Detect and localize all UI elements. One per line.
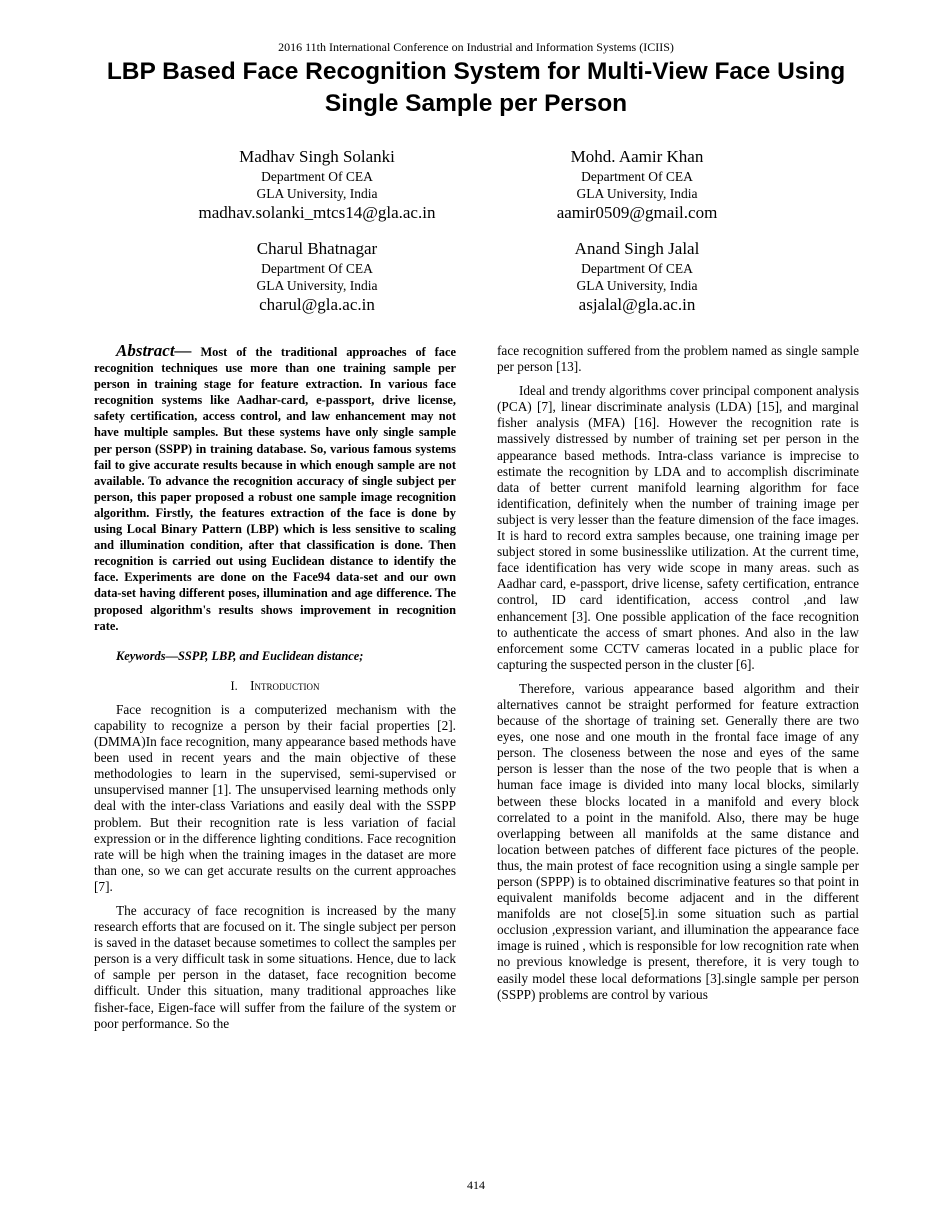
page-number: 414 <box>467 1178 485 1192</box>
author-affiliation: GLA University, India <box>576 278 698 293</box>
author-email: aamir0509@gmail.com <box>556 203 718 222</box>
section-title: Introduction <box>250 677 320 693</box>
author-block <box>157 146 477 224</box>
author-dept: Department Of CEA <box>261 261 373 276</box>
author-block <box>477 146 797 224</box>
conference-header: 2016 11th International Conference on Industrial and Information Systems (ICIIS) <box>278 40 674 54</box>
abstract <box>94 343 456 634</box>
author-name: Madhav Singh Solanki <box>239 147 395 166</box>
author-affiliation: GLA University, India <box>256 278 378 293</box>
paragraph: Ideal and trendy algorithms cover principal component analysis (PCA) [7], linear discriminate analysis (LDA) [15], and marginal fisher analysis (MFA) [16]. However the recognition rate is massively distressed by number of training set per person in the appearance based methods. Intra-class variance is imprecise to estimate the recognition by LDA and to accomplish discriminate data of better current manifold learning algorithm for face identification, definitely when the number of training image per subject is very lesser than the feature dimension of the face images. It is hard to record extra samples because, one training image per subject stored in some businesslike utilization. At the current time, face identification has very wide scope in many areas. such as Aadhar card, e-passport, drive license, safety certification, entrance control, ID card identification, access control ,and law enhancement [3]. One possible application of the face recognition to authenticate the access of smart phones. And also in the law enforcement some CCTV cameras located in a public place for capturing the suspected person in the cluster [6]. <box>497 383 859 672</box>
author-block <box>157 238 477 316</box>
left-column <box>94 343 456 1032</box>
author-email: asjalal@gla.ac.in <box>578 295 696 314</box>
author-affiliation: GLA University, India <box>576 186 698 201</box>
author-affiliation: GLA University, India <box>256 186 378 201</box>
author-email: madhav.solanki_mtcs14@gla.ac.in <box>198 203 436 222</box>
paragraph: Therefore, various appearance based algorithm and their alternatives cannot be straight performed for feature extraction because of the shortage of training set. Generally there are two eyes, one nose and one mouth in the frontal face image of any person. The closeness between the nose and eyes of the same person is lesser than the nose of the two people that is when a human face image is divided into many local blocks, similarly between these blocks located in a manifold and every block correlated to a point in the manifold. Also, there may be huge overlapping between all manifolds at the same distance and location between patches of different face pictures of the people. thus, the main protest of face recognition using a single sample per person (SPPP) is to obtained discriminative features so that point in equivalent manifolds become adjacent and in the different manifolds are not close[5].in some situation such as partial occlusion ,expression variant, and illumination the appearance face image is ruined , which is responsible for low recognition rate when no previous knowledge is present, therefore, it is very tough to easily model these local deformations [3].single sample per person (SSPP) problems are control by various <box>497 680 859 1002</box>
paper-title: LBP Based Face Recognition System for Multi-View Face Using Single Sample per Person <box>106 58 846 117</box>
author-name: Anand Singh Jalal <box>574 239 700 258</box>
section-heading <box>94 678 456 694</box>
paragraph: The accuracy of face recognition is increased by the many research efforts that are focused on it. The single subject per person is saved in the dataset because sometimes to collect the samples per person is a very difficult task in some situations. Hence, due to lack of sample per person in the dataset, face recognition become difficult. Under this situation, many traditional approaches like fisher-face, Eigen-face will suffer from the failure of the system or poor performance. So the <box>94 903 456 1031</box>
right-column <box>497 343 859 1003</box>
author-dept: Department Of CEA <box>581 169 693 184</box>
keywords: Keywords—SSPP, LBP, and Euclidean distance; <box>116 648 364 663</box>
section-number: I. <box>230 678 238 693</box>
author-dept: Department Of CEA <box>581 261 693 276</box>
abstract-label: Abstract— <box>116 341 192 360</box>
author-email: charul@gla.ac.in <box>259 295 375 314</box>
abstract-text: Most of the traditional approaches of face recognition techniques use more than one training sample per person in training stage for feature extraction. In various face recognition systems like Aadhar-card, e-passport, drive license, safety certification, access control, and law enhancement may not have multiple samples. But these systems have only single sample per person (SSPP) in training database. So, various famous systems fail to give accurate results because in which enough sample are not available. To advance the recognition accuracy of single subject per person, this paper proposed a robust one sample image recognition algorithm. Firstly, the features extraction of the face is done by using Local Binary Pattern (LBP) which is less sensitive to scaling and illumination condition, after that classification is done. Then recognition is carried out using Euclidean distance to identify the face. Experiments are done on the Face94 data-set and our own data-set having different poses, illumination and age difference. The proposed algorithm's results shows improvement in recognition rate. <box>94 345 456 633</box>
author-dept: Department Of CEA <box>261 169 373 184</box>
author-name: Charul Bhatnagar <box>256 239 378 258</box>
author-name: Mohd. Aamir Khan <box>570 147 704 166</box>
paragraph: Face recognition is a computerized mechanism with the capability to recognize a person by their facial properties [2]. (DMMA)In face recognition, many appearance based methods have been used in recent years and the main objective of these methodologies to learn in the supervised, semi-supervised or unsupervised manner [1]. The unsupervised learning methods only deal with the inter-class Variations and easily deal with the SSPP problem. But their recognition rate is less variation of facial expression or in the difference lighting conditions. Face recognition rate will be high when the training images in the dataset are more than one, so we can get accurate results on the current approaches [7]. <box>94 701 456 894</box>
paragraph: face recognition suffered from the problem named as single sample per person [13]. <box>497 343 859 375</box>
author-block <box>477 238 797 316</box>
